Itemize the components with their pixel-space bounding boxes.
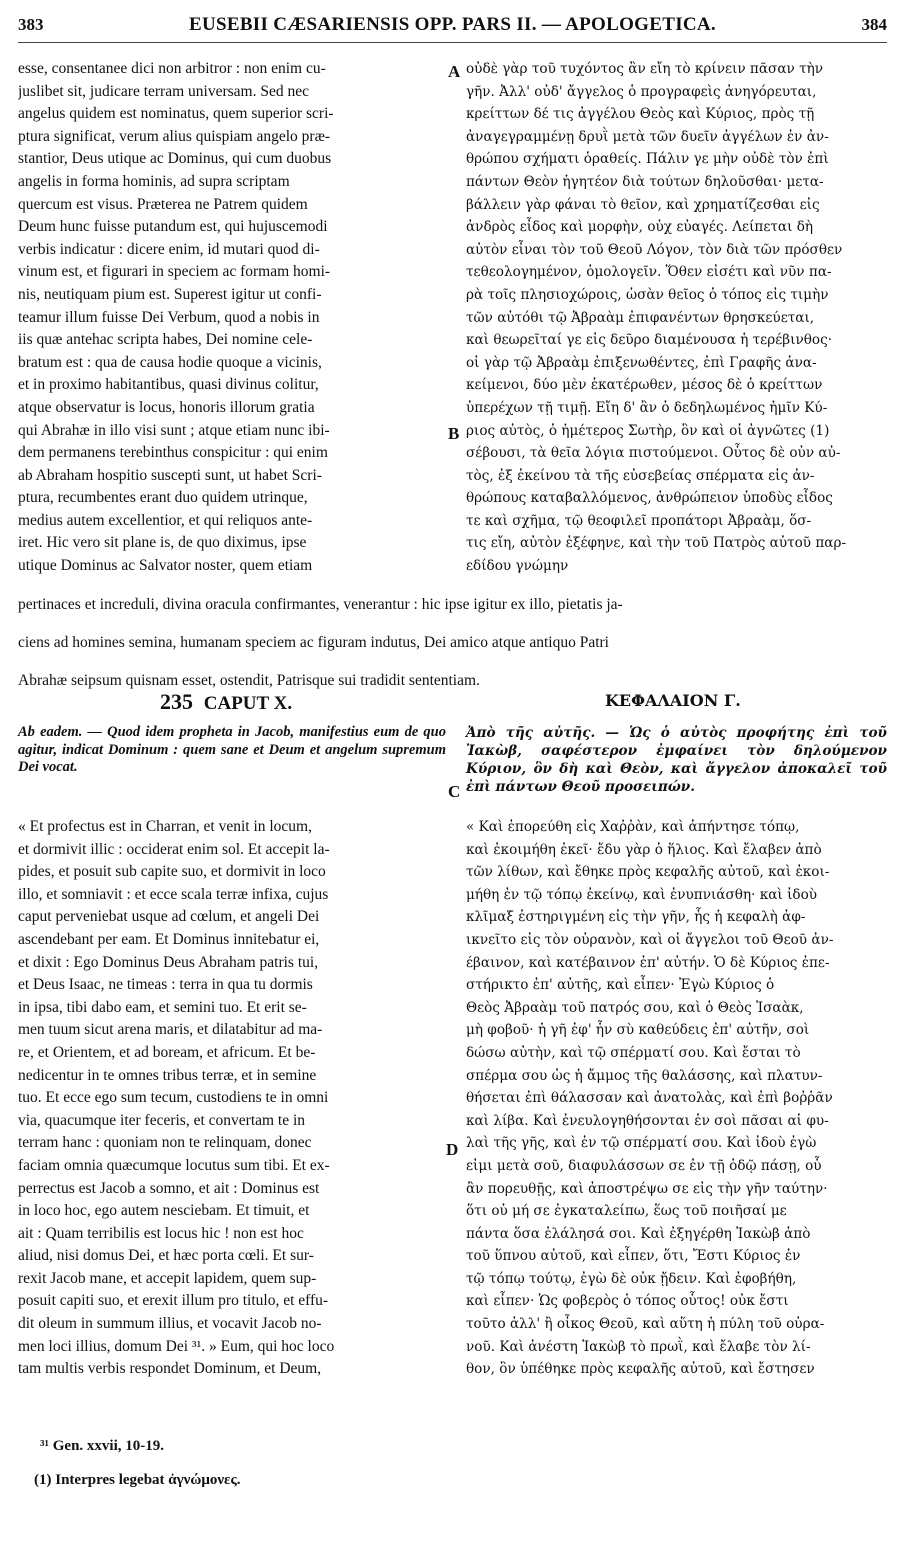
text-line: τοῦτο ἀλλ' ἢ οἶκος Θεοῦ, καὶ αὕτη ἡ πύλη τοῦ οὐρα- bbox=[466, 1316, 825, 1333]
text-line: θρώπου σχήματι ὁραθείς. Πάλιν γε μὴν οὐδὲ τὸν ἐπὶ bbox=[466, 151, 829, 168]
text-line: et in proximo habitantibus, quasi divinus colitur, bbox=[18, 376, 319, 394]
text-line: Deum hunc fuisse putandum est, qui hujuscemodi bbox=[18, 218, 328, 236]
text-line: ἀναγεγραμμένῃ δρυῒ μετὰ τῶν δυεῖν ἀγγέλων ἐν ἀν- bbox=[466, 128, 829, 145]
text-line: κείμενοι, δύο μὲν ἑκατέρωθεν, μέσος δὲ ὁ κρείττων bbox=[466, 377, 823, 394]
text-line: καὶ λίβα. Καὶ ἐνευλογηθήσονται ἐν σοὶ πᾶσαι αἱ φυ- bbox=[466, 1112, 829, 1129]
text-line: εδίδου γνώμην bbox=[466, 558, 569, 575]
text-line: vinum est, et figurari in speciem ac formam homi- bbox=[18, 263, 331, 281]
chapter-summary-latin: Ab eadem. — Quod idem propheta in Jacob, manifestius eum de quo agitur, indicat Dominum : quem sane et Deum et angelum supremum Dei vocat. bbox=[18, 724, 446, 775]
running-title: EUSEBII CÆSARIENSIS OPP. PARS II. — APOLOGETICA. bbox=[188, 14, 716, 35]
text-line: terram hanc : quoniam non te relinquam, donec bbox=[18, 1134, 312, 1152]
text-line: βάλλειν γὰρ φάναι τὸ θεῖον, καὶ χρηματίζεσθαι εἰς bbox=[466, 196, 820, 213]
greek-column-top bbox=[466, 58, 887, 578]
text-line: τις εἴη, αὐτὸν ἐξέφηνε, καὶ τὴν τοῦ Πατρὸς αὐτοῦ παρ- bbox=[466, 535, 847, 552]
text-line: ἀνδρὸς εἶδος καὶ μορφὴν, οὐχ εὐαγές. Λείπεται δὴ bbox=[466, 219, 814, 236]
text-line: angelis in forma hominis, ad supra scriptam bbox=[18, 172, 290, 190]
text-line: θον, ὃν ὑπέθηκε πρὸς κεφαλῆς αὐτοῦ, καὶ ἔστησεν bbox=[466, 1361, 815, 1378]
text-line: καὶ εἶπεν· Ὡς φοβερὸς ὁ τόπος οὗτος! οὐκ ἔστι bbox=[466, 1293, 789, 1310]
text-line: quercum est visus. Præterea ne Patrem quidem bbox=[18, 195, 308, 213]
text-line: τὸς, ἐξ ἐκείνου τὰ τῆς εὐσεβείας σπέρματα εἰς ἀν- bbox=[466, 467, 815, 484]
text-line: rexit Jacob mane, et accepit lapidem, quem sup- bbox=[18, 1269, 317, 1287]
text-line: νοῦ. Καὶ ἀνέστη Ἰακὼβ τὸ πρωῒ, καὶ ἔλαβε τὸν λί- bbox=[466, 1338, 811, 1355]
text-line: μὴ φοβοῦ· ἡ γῆ ἐφ' ἧν σὺ καθεύδεις ἐπ' αὐτῆν, σοὶ bbox=[466, 1022, 810, 1039]
latin-column-bottom bbox=[18, 816, 446, 1381]
text-line: τοῦ ὕπνου αὐτοῦ, καὶ εἶπεν, ὅτι, Ἔστι Κύριος ἐν bbox=[466, 1248, 801, 1265]
text-line: iret. Hic vero sit plane is, de quo diximus, ipse bbox=[18, 534, 307, 552]
text-line: έβαινον, καὶ κατέβαινον ἐπ' αὐτήν. Ὁ δὲ Κύριος ἐπε- bbox=[466, 954, 830, 971]
text-line: « Καὶ ἐπορεύθη εἰς Χαῤῥὰν, καὶ ἀπήντησε τόπῳ, bbox=[466, 819, 800, 835]
text-line: ὑπερέχων τῇ τιμῇ. Εἴη δ' ἂν ὁ δεδηλωμένος ἡμῖν Κύ- bbox=[466, 399, 828, 416]
text-line: dem permanens terebinthus conspicitur : qui enim bbox=[18, 444, 328, 462]
text-line: et dormivit illic : occiderat enim sol. Et accepit la- bbox=[18, 840, 330, 858]
text-line: τῶν αὐτόθι τῷ Ἀβραὰμ ἐπιφανέντων θρησκεύεται, bbox=[466, 309, 815, 326]
footnote-1: (1) Interpres legebat ἀγνώμονες. bbox=[34, 1472, 241, 1488]
footnote-31: ³¹ Gen. xxvii, 10-19. bbox=[40, 1438, 164, 1454]
text-line: σπέρμα σου ὡς ἡ ἄμμος τῆς θαλάσσης, καὶ πλατυν- bbox=[466, 1067, 823, 1084]
text-line: ὅτι οὐ μή σε ἐγκαταλείπω, ἕως τοῦ ποιῆσαί με bbox=[466, 1203, 787, 1220]
text-line: ικνεῖτο εἰς τὸν οὐρανὸν, καὶ οἱ ἄγγελοι τοῦ Θεοῦ ἀν- bbox=[466, 931, 834, 948]
text-line: perrectus est Jacob a somno, et ait : Dominus est bbox=[18, 1179, 320, 1197]
text-line: posuit capiti suo, et erexit illum pro titulo, et effu- bbox=[18, 1292, 329, 1310]
text-line: stantior, Deus utique ac Dominus, qui cum duobus bbox=[18, 150, 332, 168]
chapter-title-greek: ΚΕΦΑΛΑΙΟΝ Γ. bbox=[605, 691, 741, 710]
text-line: ἂν πορευθῇς, καὶ ἀποστρέψω σε εἰς τὴν γῆν ταύτην· bbox=[466, 1180, 828, 1197]
text-line: qui Abrahæ in illo visi sunt ; atque etiam nunc ibi- bbox=[18, 421, 330, 439]
text-line: in ipsa, tibi dabo eam, et semini tuo. Et erit se- bbox=[18, 998, 307, 1016]
margin-marker-a: A bbox=[448, 62, 461, 81]
text-line: δώσω αὐτὴν, καὶ τῷ σπέρματί σου. Καὶ ἔσται τὸ bbox=[466, 1044, 801, 1061]
text-line: θρώπους καταβαλλόμενος, ἀνθρώπειον ὑποδὺς εἶδος bbox=[466, 490, 833, 507]
text-line: tam multis verbis respondet Dominum, et Deum, bbox=[18, 1360, 322, 1378]
text-line: στήρικτο ἐπ' αὐτῆς, καὶ εἶπεν· Ἐγὼ Κύριος ὁ bbox=[466, 977, 775, 994]
text-line: re, et Orientem, et ad boream, et africum. Et be- bbox=[18, 1043, 316, 1061]
text-line: aliud, nisi domus Dei, et hæc porta cœli. Et sur- bbox=[18, 1247, 314, 1265]
text-line: et dixit : Ego Dominus Deus Abraham patris tui, bbox=[18, 953, 319, 971]
page-number-right: 384 bbox=[861, 15, 887, 34]
text-line: τῷ τόπῳ τούτῳ, ἐγὼ δὲ οὐκ ᾔδειν. Καὶ ἐφοβήθη, bbox=[466, 1270, 797, 1287]
text-line: iis quæ antehac scripta habes, Dei nomine cele- bbox=[18, 331, 313, 349]
text-line: πάντων Θεὸν ἡγητέον διὰ τούτων δηλοῦσθαι· μετα- bbox=[466, 173, 824, 190]
text-line: ptura significat, verum alius quispiam angelo præ- bbox=[18, 127, 331, 145]
latin-column-top bbox=[18, 58, 446, 578]
text-line: men tuum sicut arena maris, et dilatabitur ad ma- bbox=[18, 1021, 323, 1039]
page-number-left: 383 bbox=[18, 15, 44, 34]
text-line: λαὶ τῆς γῆς, καὶ ἐν τῷ σπέρματί σου. Καὶ ἰδοὺ ἐγὼ bbox=[466, 1135, 817, 1152]
text-line: ριος αὐτὸς, ὁ ἡμέτερος Σωτὴρ, ὃν καὶ οἱ ἀγνῶτες (1) bbox=[466, 422, 830, 439]
text-line: τε καὶ σχῆμα, τῷ θεοφιλεῖ προπάτορι Ἀβραὰμ, ὅσ- bbox=[466, 512, 812, 529]
text-line: εἰμι μετὰ σοῦ, διαφυλάσσων σε ἐν τῇ ὁδῷ πάσῃ, οὗ bbox=[466, 1157, 822, 1174]
text-line: οὐδὲ γὰρ τοῦ τυχόντος ἂν εἴη τὸ κρίνειν πᾶσαν τὴν bbox=[466, 61, 824, 77]
text-line: ρὰ τοῖς πλησιοχώροις, ὡσὰν θεῖος ὁ τόπος εἰς τιμὴν bbox=[466, 286, 829, 303]
text-line: καὶ ἐκοιμήθη ἐκεῖ· ἔδυ γὰρ ὁ ἥλιος. Καὶ ἔλαβεν ἀπὸ bbox=[466, 841, 822, 858]
text-line: illo, et somniavit : et ecce scala terræ infixa, cujus bbox=[18, 885, 329, 903]
margin-marker-b: B bbox=[448, 424, 460, 443]
chapter-summary-greek: Ἀπὸ τῆς αὐτῆς. — Ὡς ὁ αὐτὸς προφήτης ἐπὶ τοῦ Ἰακὼβ, σαφέστερον ἐμφαίνει τὸν δηλούμενον Κύριον, ὃν δὴ καὶ Θεὸν, καὶ ἄγγελον ἀποκαλεῖ τοῦ ἐπὶ πάντων Θεοῦ προσειπών. bbox=[466, 725, 887, 795]
text-line: Θεὸς Ἀβραὰμ τοῦ πατρός σου, καὶ ὁ Θεὸς Ἰσαὰκ, bbox=[466, 999, 804, 1016]
text-line: αὐτὸν εἶναι τὸν τοῦ Θεοῦ Λόγον, τὸν διὰ τῶν πρόσθεν bbox=[466, 241, 843, 258]
text-line: medius autem excellentior, et qui reliquos ante- bbox=[18, 511, 313, 529]
text-line: et Deus Isaac, ne timeas : terra in qua tu dormis bbox=[18, 976, 313, 994]
text-line: angelus quidem est nominatus, quem superior scri- bbox=[18, 105, 334, 123]
chapter-heading-latin bbox=[160, 689, 292, 715]
margin-marker-c: C bbox=[448, 782, 461, 801]
margin-marker-d: D bbox=[446, 1140, 459, 1159]
chapter-number: 235 bbox=[160, 689, 193, 714]
text-line: teamur illum fuisse Dei Verbum, quod a nobis in bbox=[18, 308, 320, 326]
text-line: σέβουσι, τὰ θεῖα λόγια πιστούμενοι. Οὗτος δὲ οὐν αὐ- bbox=[466, 445, 841, 462]
text-line: γῆν. Ἀλλ' οὐδ' ἄγγελος ὁ προγραφεὶς ἀνηγόρευται, bbox=[466, 83, 817, 100]
text-line: tuo. Et ecce ego sum tecum, custodiens te in omni bbox=[18, 1089, 329, 1107]
text-line: pides, et posuit sub capite suo, et dormivit in loco bbox=[18, 863, 326, 881]
text-line: καὶ θεωρεῖταί γε εἰς δεῦρο διαμένουσα ἡ τερέβινθος· bbox=[466, 332, 833, 349]
text-line: via, quacumque iter feceris, et convertam te in bbox=[18, 1111, 306, 1129]
text-line: pertinaces et increduli, divina oracula confirmantes, venerantur : hic ipse igitur ex illo, pietatis ja- bbox=[18, 595, 623, 613]
text-line: faciam omnia quæcumque locutus sum tibi. Et ex- bbox=[18, 1156, 330, 1174]
text-line: ptura, recumbentes erant duo quidem utrinque, bbox=[18, 489, 308, 507]
text-line: caput perveniebat usque ad cœlum, et angeli Dei bbox=[18, 908, 320, 926]
text-line: utique Dominus ac Salvator noster, quem etiam bbox=[18, 557, 313, 575]
text-line: τεθεολογημένον, ὁμολογεῖν. Ὅθεν εἰσέτι καὶ νῦν πα- bbox=[466, 264, 832, 281]
running-header bbox=[18, 8, 887, 43]
text-line: esse, consentanee dici non arbitror : non enim cu- bbox=[18, 60, 326, 77]
text-line: verbis indicatur : dicere enim, id mutari quod di- bbox=[18, 240, 320, 258]
text-line: κλῖμαξ ἐστηριγμένη εἰς τὴν γῆν, ἧς ἡ κεφαλὴ ἀφ- bbox=[466, 909, 806, 926]
text-line: μήθη ἐν τῷ τόπῳ ἐκείνῳ, καὶ ἐνυπνιάσθη· καὶ ἰδοὺ bbox=[466, 886, 818, 903]
text-line: ascendebant per eam. Et Dominus innitebatur ei, bbox=[18, 930, 320, 948]
text-line: atque observatur is locus, honoris illorum gratia bbox=[18, 398, 315, 416]
text-line: κρείττων δέ τις ἀγγέλου Θεὸς καὶ Κύριος, πρὸς τῇ bbox=[466, 106, 815, 123]
text-line: Abrahæ seipsum quisnam esset, ostendit, Patrisque sui tradidit sententiam. bbox=[18, 671, 480, 689]
text-line: πάντα ὅσα ἐλάλησά σοι. Καὶ ἐξηγέρθη Ἰακὼβ ἀπὸ bbox=[466, 1225, 811, 1242]
text-line: juslibet sit, judicare terram universam. Sed nec bbox=[18, 82, 309, 100]
text-line: nis, neutiquam pium est. Superest igitur ut confi- bbox=[18, 285, 322, 303]
greek-column-bottom bbox=[466, 816, 887, 1381]
text-line: nedicentur in te omnes tribus terræ, et in semine bbox=[18, 1066, 317, 1084]
text-line: « Et profectus est in Charran, et venit in locum, bbox=[18, 818, 312, 835]
chapter-title-latin: CAPUT X. bbox=[203, 693, 293, 714]
text-line: in loco hoc, ego autem nesciebam. Et timuit, et bbox=[18, 1202, 310, 1220]
text-line: men loci illius, domum Dei ³¹. » Eum, qui hoc loco bbox=[18, 1337, 335, 1355]
text-line: ab Abraham hospitio suscepti sunt, ut habet Scri- bbox=[18, 466, 322, 484]
text-line: ciens ad homines semina, humanam speciem ac figuram indutus, Dei amico atque antiquo Patri bbox=[18, 633, 609, 651]
text-line: τῶν λίθων, καὶ ἔθηκε πρὸς κεφαλῆς αὐτοῦ, καὶ ἐκοι- bbox=[466, 864, 830, 881]
text-line: οἱ γὰρ τῷ Ἀβραὰμ ἐπιξενωθέντες, ἐπὶ Γραφῆς ἀνα- bbox=[466, 354, 817, 371]
text-line: bratum est : qua de causa hodie quoque a vicinis, bbox=[18, 353, 322, 371]
text-line: θήσεται ἐπὶ θάλασσαν καὶ ἀνατολὰς, καὶ ἐπὶ βοῤῥᾶν bbox=[466, 1090, 833, 1107]
text-line: dit oleum in summum illius, et vocavit Jacob no- bbox=[18, 1315, 322, 1333]
text-line: ait : Quam terribilis est locus hic ! non est hoc bbox=[18, 1224, 304, 1242]
latin-full-width-text bbox=[18, 578, 887, 708]
